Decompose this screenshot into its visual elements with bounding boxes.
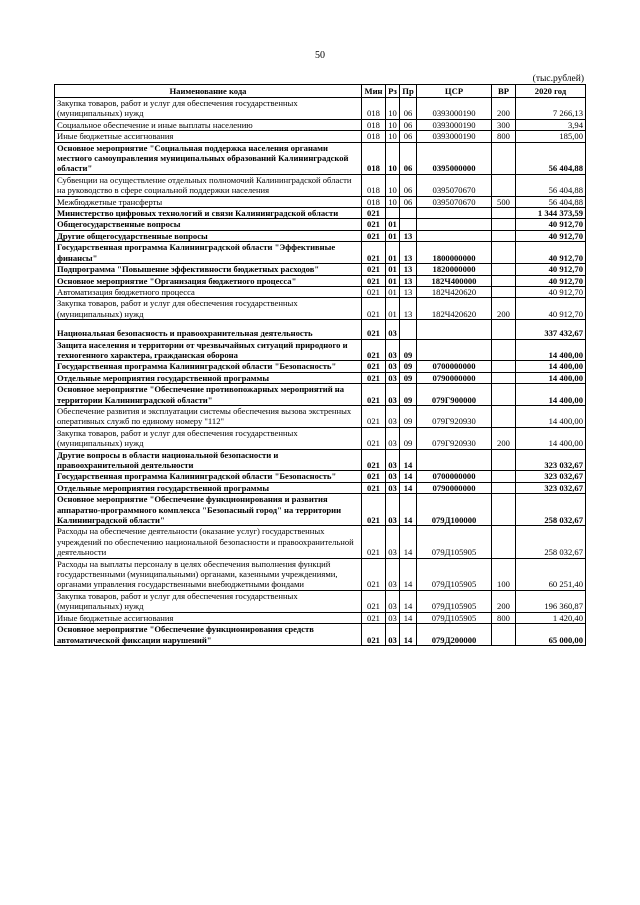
cell-name: Иные бюджетные ассигнования xyxy=(55,131,362,142)
cell-pr: 06 xyxy=(400,131,417,142)
cell-pr: 13 xyxy=(400,275,417,286)
cell-rz: 03 xyxy=(386,361,400,372)
cell-vr xyxy=(492,449,516,471)
cell-min: 021 xyxy=(362,384,386,406)
cell-name: Основное мероприятие "Обеспечение противопожарных мероприятий на территории Калининградской области" xyxy=(55,384,362,406)
cell-name: Закупка товаров, работ и услуг для обеспечения государственных (муниципальных) нужд xyxy=(55,98,362,120)
cell-rz xyxy=(386,208,400,219)
header-vr: ВР xyxy=(492,85,516,98)
cell-name: Социальное обеспечение и иные выплаты населению xyxy=(55,119,362,130)
cell-value: 185,00 xyxy=(516,131,586,142)
cell-pr: 09 xyxy=(400,405,417,427)
cell-rz: 03 xyxy=(386,427,400,449)
cell-rz: 10 xyxy=(386,131,400,142)
cell-pr: 06 xyxy=(400,142,417,174)
table-row xyxy=(55,320,586,339)
cell-min: 021 xyxy=(362,242,386,264)
cell-vr: 200 xyxy=(492,98,516,120)
cell-min: 021 xyxy=(362,339,386,361)
cell-min: 018 xyxy=(362,131,386,142)
cell-pr: 14 xyxy=(400,482,417,493)
table-row xyxy=(55,372,586,383)
cell-name: Подпрограмма "Повышение эффективности бюджетных расходов" xyxy=(55,264,362,275)
cell-vr: 800 xyxy=(492,131,516,142)
cell-name: Государственная программа Калининградской области "Безопасность" xyxy=(55,471,362,482)
table-row xyxy=(55,275,586,286)
cell-rz: 10 xyxy=(386,174,400,196)
cell-rz: 10 xyxy=(386,98,400,120)
cell-vr: 200 xyxy=(492,298,516,320)
cell-name: Другие вопросы в области национальной безопасности и правоохранительной деятельности xyxy=(55,449,362,471)
cell-rz: 01 xyxy=(386,230,400,241)
cell-pr: 09 xyxy=(400,339,417,361)
table-row xyxy=(55,286,586,297)
cell-name: Отдельные мероприятия государственной программы xyxy=(55,482,362,493)
cell-min: 021 xyxy=(362,361,386,372)
cell-csr: 079Д105905 xyxy=(417,526,492,558)
cell-min: 021 xyxy=(362,230,386,241)
cell-rz: 03 xyxy=(386,320,400,339)
cell-rz: 03 xyxy=(386,449,400,471)
cell-vr xyxy=(492,174,516,196)
cell-csr xyxy=(417,219,492,230)
cell-pr: 14 xyxy=(400,624,417,646)
cell-value: 3,94 xyxy=(516,119,586,130)
table-row xyxy=(55,98,586,120)
table-row xyxy=(55,384,586,406)
cell-value: 14 400,00 xyxy=(516,384,586,406)
cell-pr: 14 xyxy=(400,612,417,623)
budget-table xyxy=(54,84,586,646)
cell-rz: 03 xyxy=(386,526,400,558)
cell-value: 14 400,00 xyxy=(516,361,586,372)
cell-rz: 03 xyxy=(386,494,400,526)
cell-rz: 03 xyxy=(386,624,400,646)
header-rz: Рз xyxy=(386,85,400,98)
cell-csr xyxy=(417,208,492,219)
cell-value: 60 251,40 xyxy=(516,558,586,590)
cell-vr xyxy=(492,526,516,558)
cell-pr: 06 xyxy=(400,98,417,120)
cell-value: 14 400,00 xyxy=(516,372,586,383)
cell-rz: 03 xyxy=(386,372,400,383)
cell-rz: 03 xyxy=(386,590,400,612)
cell-value: 323 032,67 xyxy=(516,471,586,482)
table-row xyxy=(55,119,586,130)
cell-min: 021 xyxy=(362,427,386,449)
cell-min: 021 xyxy=(362,405,386,427)
cell-min: 021 xyxy=(362,219,386,230)
cell-pr: 14 xyxy=(400,494,417,526)
cell-vr xyxy=(492,482,516,493)
cell-csr: 0790000000 xyxy=(417,482,492,493)
cell-rz: 10 xyxy=(386,142,400,174)
cell-vr: 800 xyxy=(492,612,516,623)
table-row xyxy=(55,427,586,449)
cell-min: 018 xyxy=(362,119,386,130)
cell-name: Основное мероприятие "Социальная поддержка населения органами местного самоуправления муниципальных образований Калининградской области" xyxy=(55,142,362,174)
cell-value: 40 912,70 xyxy=(516,264,586,275)
table-row xyxy=(55,494,586,526)
cell-min: 021 xyxy=(362,482,386,493)
cell-value: 337 432,67 xyxy=(516,320,586,339)
table-row xyxy=(55,242,586,264)
cell-vr: 500 xyxy=(492,196,516,207)
cell-csr: 079Д105905 xyxy=(417,590,492,612)
cell-min: 021 xyxy=(362,590,386,612)
cell-csr: 079Д200000 xyxy=(417,624,492,646)
cell-value: 1 420,40 xyxy=(516,612,586,623)
cell-min: 021 xyxy=(362,286,386,297)
cell-name: Основное мероприятие "Организация бюджетного процесса" xyxy=(55,275,362,286)
cell-min: 021 xyxy=(362,320,386,339)
cell-csr: 079Д105905 xyxy=(417,612,492,623)
cell-csr: 0393000190 xyxy=(417,131,492,142)
cell-vr xyxy=(492,471,516,482)
cell-value: 40 912,70 xyxy=(516,219,586,230)
cell-csr xyxy=(417,320,492,339)
cell-csr: 0393000190 xyxy=(417,119,492,130)
cell-name: Основное мероприятие "Обеспечение функционирования средств автоматической фиксации нарушений" xyxy=(55,624,362,646)
cell-rz: 03 xyxy=(386,384,400,406)
cell-pr: 14 xyxy=(400,449,417,471)
cell-vr xyxy=(492,142,516,174)
cell-rz: 03 xyxy=(386,612,400,623)
cell-csr: 0700000000 xyxy=(417,361,492,372)
cell-rz: 03 xyxy=(386,471,400,482)
cell-rz: 01 xyxy=(386,275,400,286)
cell-value: 196 360,87 xyxy=(516,590,586,612)
cell-vr xyxy=(492,405,516,427)
table-row xyxy=(55,624,586,646)
cell-pr xyxy=(400,208,417,219)
page-number: 50 xyxy=(315,50,325,61)
table-row xyxy=(55,526,586,558)
cell-vr xyxy=(492,361,516,372)
units-label: (тыс.рублей) xyxy=(532,74,584,84)
cell-min: 021 xyxy=(362,526,386,558)
cell-value: 7 266,13 xyxy=(516,98,586,120)
cell-pr: 06 xyxy=(400,119,417,130)
cell-name: Субвенции на осуществление отдельных полномочий Калининградской области на руководство в сфере социальной поддержки населения xyxy=(55,174,362,196)
cell-vr xyxy=(492,242,516,264)
cell-csr xyxy=(417,230,492,241)
cell-min: 021 xyxy=(362,449,386,471)
cell-pr: 06 xyxy=(400,174,417,196)
table-row xyxy=(55,405,586,427)
cell-csr: 079Д105905 xyxy=(417,558,492,590)
cell-min: 021 xyxy=(362,558,386,590)
header-year: 2020 год xyxy=(516,85,586,98)
cell-pr: 09 xyxy=(400,372,417,383)
cell-name: Государственная программа Калининградской области "Безопасность" xyxy=(55,361,362,372)
cell-rz: 01 xyxy=(386,264,400,275)
cell-pr: 13 xyxy=(400,230,417,241)
cell-vr xyxy=(492,264,516,275)
cell-value: 56 404,88 xyxy=(516,196,586,207)
cell-min: 018 xyxy=(362,98,386,120)
cell-csr xyxy=(417,339,492,361)
cell-value: 14 400,00 xyxy=(516,405,586,427)
table-row xyxy=(55,612,586,623)
cell-min: 021 xyxy=(362,471,386,482)
cell-name: Межбюджетные трансферты xyxy=(55,196,362,207)
cell-pr: 13 xyxy=(400,298,417,320)
cell-value: 56 404,88 xyxy=(516,174,586,196)
cell-value: 40 912,70 xyxy=(516,275,586,286)
cell-pr: 14 xyxy=(400,471,417,482)
cell-value: 14 400,00 xyxy=(516,427,586,449)
cell-rz: 03 xyxy=(386,482,400,493)
cell-value: 40 912,70 xyxy=(516,286,586,297)
cell-rz: 03 xyxy=(386,339,400,361)
cell-csr: 1820000000 xyxy=(417,264,492,275)
cell-pr: 14 xyxy=(400,558,417,590)
cell-name: Обеспечение развития и эксплуатации системы обеспечения вызова экстренных оперативных служб по единому номеру "112" xyxy=(55,405,362,427)
cell-pr: 14 xyxy=(400,526,417,558)
cell-name: Автоматизация бюджетного процесса xyxy=(55,286,362,297)
cell-value: 40 912,70 xyxy=(516,298,586,320)
cell-csr: 079Г920930 xyxy=(417,427,492,449)
table-row xyxy=(55,339,586,361)
cell-vr xyxy=(492,624,516,646)
table-row xyxy=(55,196,586,207)
cell-vr xyxy=(492,230,516,241)
table-row xyxy=(55,471,586,482)
cell-vr xyxy=(492,339,516,361)
header-min: Мин xyxy=(362,85,386,98)
cell-min: 021 xyxy=(362,298,386,320)
cell-csr: 0395070670 xyxy=(417,174,492,196)
header-name: Наименование кода xyxy=(55,85,362,98)
table-row xyxy=(55,298,586,320)
cell-min: 018 xyxy=(362,196,386,207)
table-body xyxy=(55,98,586,646)
header-pr: Пр xyxy=(400,85,417,98)
cell-min: 021 xyxy=(362,275,386,286)
table-row xyxy=(55,131,586,142)
cell-csr: 182Ч420620 xyxy=(417,286,492,297)
cell-csr: 079Г900000 xyxy=(417,384,492,406)
cell-min: 021 xyxy=(362,624,386,646)
cell-pr: 09 xyxy=(400,384,417,406)
table-row xyxy=(55,449,586,471)
cell-name: Другие общегосударственные вопросы xyxy=(55,230,362,241)
table-row xyxy=(55,361,586,372)
cell-vr xyxy=(492,372,516,383)
cell-min: 021 xyxy=(362,494,386,526)
cell-csr: 0393000190 xyxy=(417,98,492,120)
cell-vr: 200 xyxy=(492,427,516,449)
cell-vr xyxy=(492,208,516,219)
cell-value: 258 032,67 xyxy=(516,526,586,558)
table-row xyxy=(55,219,586,230)
cell-value: 56 404,88 xyxy=(516,142,586,174)
cell-name: Закупка товаров, работ и услуг для обеспечения государственных (муниципальных) нужд xyxy=(55,298,362,320)
cell-min: 021 xyxy=(362,208,386,219)
cell-pr: 13 xyxy=(400,286,417,297)
cell-value: 40 912,70 xyxy=(516,242,586,264)
cell-pr: 09 xyxy=(400,427,417,449)
cell-name: Закупка товаров, работ и услуг для обеспечения государственных (муниципальных) нужд xyxy=(55,427,362,449)
cell-name: Министерство цифровых технологий и связи Калининградской области xyxy=(55,208,362,219)
table-row xyxy=(55,208,586,219)
cell-vr: 300 xyxy=(492,119,516,130)
cell-min: 018 xyxy=(362,174,386,196)
cell-csr: 1800000000 xyxy=(417,242,492,264)
cell-pr: 14 xyxy=(400,590,417,612)
cell-name: Расходы на обеспечение деятельности (оказание услуг) государственных учреждений по обеспечению национальной безопасности и правоохранительной деятельности xyxy=(55,526,362,558)
header-csr: ЦСР xyxy=(417,85,492,98)
cell-rz: 03 xyxy=(386,405,400,427)
cell-csr: 079Г920930 xyxy=(417,405,492,427)
table-row xyxy=(55,264,586,275)
cell-rz: 01 xyxy=(386,219,400,230)
cell-min: 021 xyxy=(362,264,386,275)
cell-pr xyxy=(400,219,417,230)
cell-vr xyxy=(492,384,516,406)
table-row xyxy=(55,142,586,174)
cell-name: Расходы на выплаты персоналу в целях обеспечения выполнения функций государственными (муниципальными) органами, казенными учреждениями, органами управления государственными внебюджетными фондами xyxy=(55,558,362,590)
cell-pr: 09 xyxy=(400,361,417,372)
cell-csr xyxy=(417,449,492,471)
cell-name: Общегосударственные вопросы xyxy=(55,219,362,230)
cell-csr: 0395070670 xyxy=(417,196,492,207)
cell-rz: 03 xyxy=(386,558,400,590)
cell-name: Защита населения и территории от чрезвычайных ситуаций природного и техногенного характера, гражданская оборона xyxy=(55,339,362,361)
cell-vr xyxy=(492,320,516,339)
table-row xyxy=(55,174,586,196)
cell-value: 323 032,67 xyxy=(516,482,586,493)
cell-min: 021 xyxy=(362,612,386,623)
cell-value: 258 032,67 xyxy=(516,494,586,526)
cell-pr xyxy=(400,320,417,339)
cell-name: Отдельные мероприятия государственной программы xyxy=(55,372,362,383)
cell-name: Закупка товаров, работ и услуг для обеспечения государственных (муниципальных) нужд xyxy=(55,590,362,612)
cell-rz: 01 xyxy=(386,298,400,320)
cell-rz: 01 xyxy=(386,286,400,297)
cell-vr xyxy=(492,275,516,286)
cell-csr: 0790000000 xyxy=(417,372,492,383)
cell-csr: 0395000000 xyxy=(417,142,492,174)
cell-name: Иные бюджетные ассигнования xyxy=(55,612,362,623)
cell-value: 1 344 373,59 xyxy=(516,208,586,219)
cell-csr: 182Ч420620 xyxy=(417,298,492,320)
cell-vr: 200 xyxy=(492,590,516,612)
cell-pr: 13 xyxy=(400,264,417,275)
cell-rz: 01 xyxy=(386,242,400,264)
table-row xyxy=(55,230,586,241)
cell-vr: 100 xyxy=(492,558,516,590)
cell-min: 018 xyxy=(362,142,386,174)
cell-name: Национальная безопасность и правоохранительная деятельность xyxy=(55,320,362,339)
table-row xyxy=(55,558,586,590)
cell-name: Государственная программа Калининградской области "Эффективные финансы" xyxy=(55,242,362,264)
table-row xyxy=(55,482,586,493)
cell-pr: 13 xyxy=(400,242,417,264)
cell-csr: 182Ч400000 xyxy=(417,275,492,286)
cell-min: 021 xyxy=(362,372,386,383)
table-row xyxy=(55,590,586,612)
cell-value: 323 032,67 xyxy=(516,449,586,471)
cell-value: 40 912,70 xyxy=(516,230,586,241)
cell-vr xyxy=(492,219,516,230)
cell-csr: 079Д100000 xyxy=(417,494,492,526)
cell-name: Основное мероприятие "Обеспечение функционирования и развития аппаратно-программного комплекса "Безопасный город" на территории Калининградской области" xyxy=(55,494,362,526)
cell-pr: 06 xyxy=(400,196,417,207)
cell-rz: 10 xyxy=(386,119,400,130)
cell-csr: 0700000000 xyxy=(417,471,492,482)
cell-rz: 10 xyxy=(386,196,400,207)
cell-value: 65 000,00 xyxy=(516,624,586,646)
cell-value: 14 400,00 xyxy=(516,339,586,361)
cell-vr xyxy=(492,286,516,297)
cell-vr xyxy=(492,494,516,526)
table-header-row xyxy=(55,85,586,98)
